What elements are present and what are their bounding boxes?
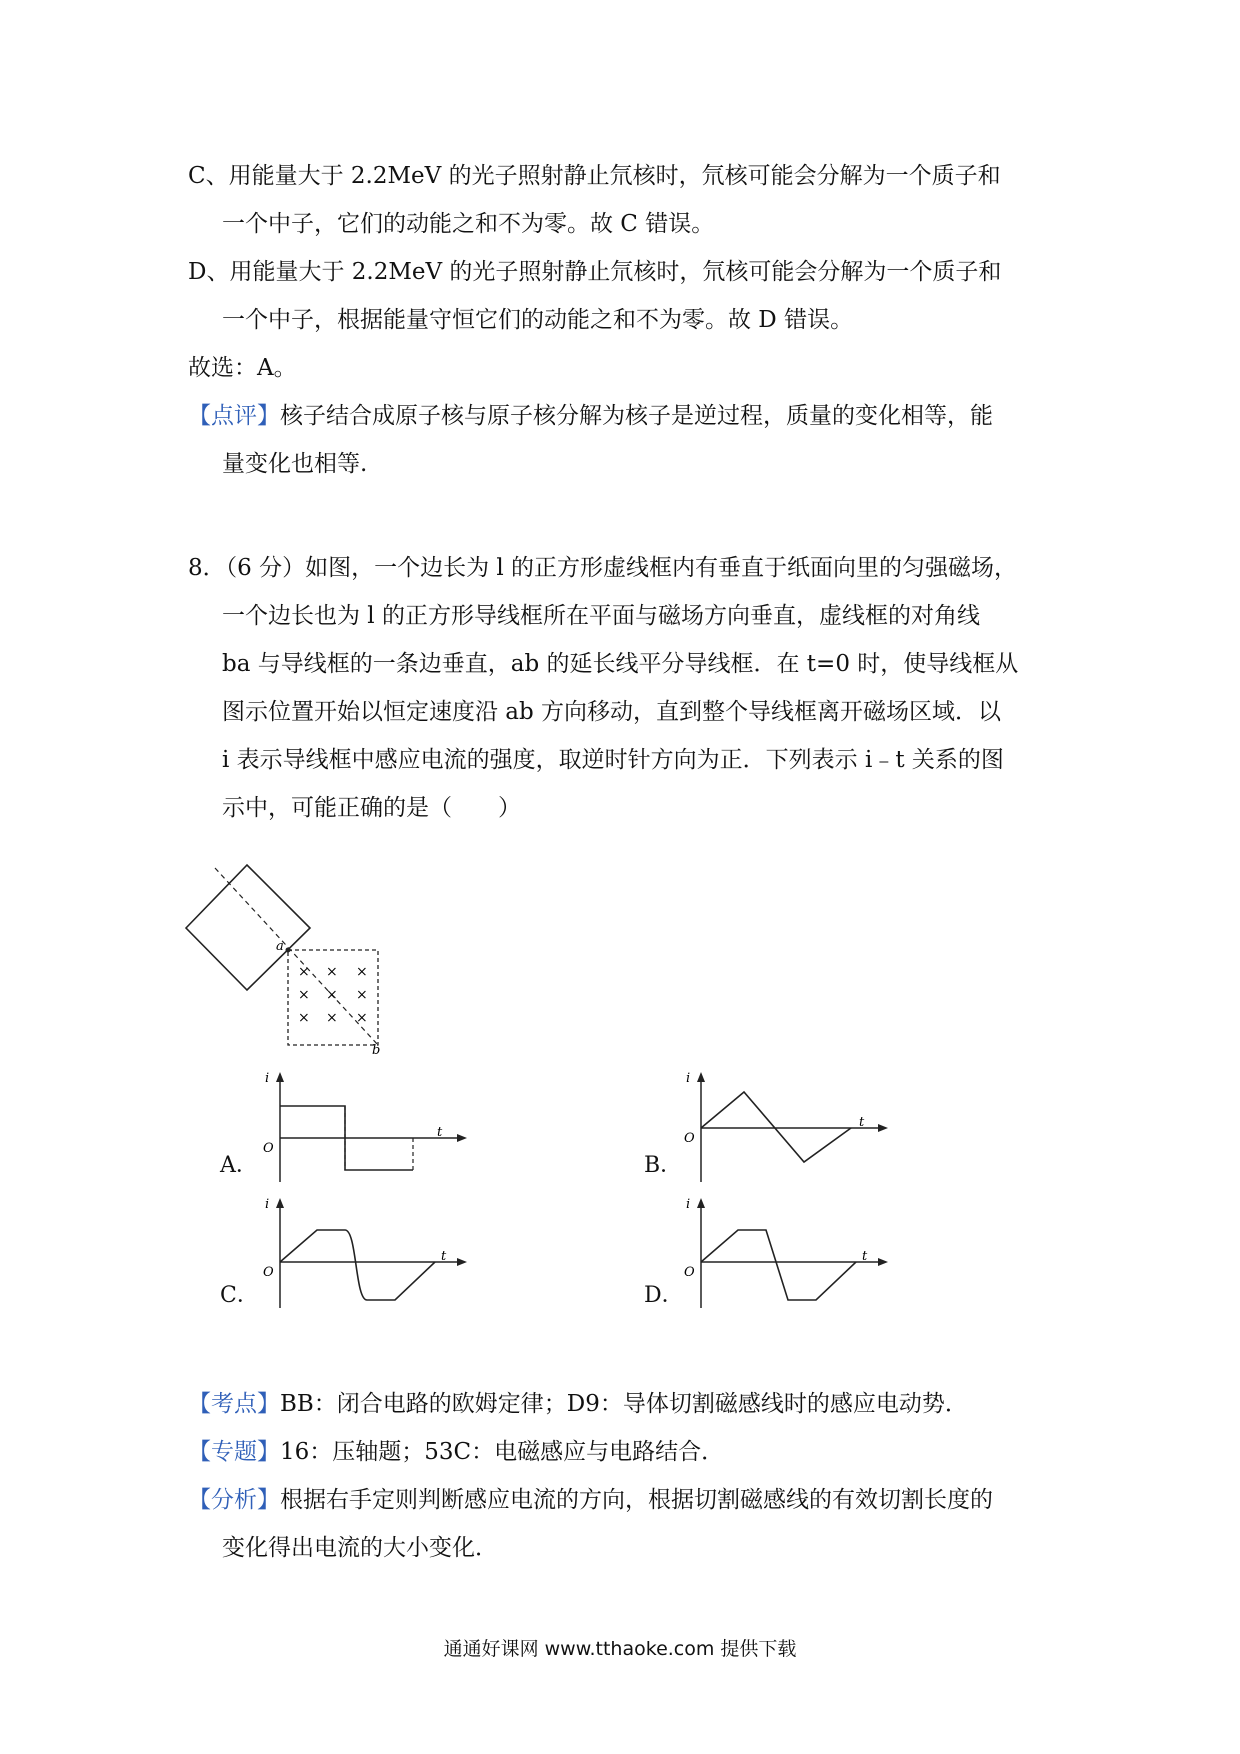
t-axis-arrow	[878, 1124, 888, 1132]
origin-label: O	[263, 1265, 274, 1280]
field-x-symbol: ×	[326, 1010, 338, 1026]
t-axis-label: t	[437, 1125, 443, 1140]
comment-text: 核子结合成原子核与原子核分解为核子是逆过程，质量的变化相等，能	[280, 403, 993, 429]
topic-text: 16：压轴题；53C：电磁感应与电路结合．	[280, 1439, 725, 1465]
option-a-graph	[255, 1070, 475, 1185]
option-d-label[interactable]: D．	[644, 1283, 684, 1308]
question-line5: i 表示导线框中感应电流的强度，取逆时针方向为正．下列表示 i﹣t 关系的图	[222, 747, 1004, 773]
page-footer[interactable]: 通通好课网 www.tthaoke.com 提供下载	[443, 1638, 797, 1660]
field-x-symbol: ×	[356, 964, 368, 980]
analysis-tag: 【分析】	[188, 1487, 280, 1513]
diagonal-line	[215, 868, 378, 1045]
option-c-label[interactable]: C．	[220, 1283, 259, 1308]
option-a-label[interactable]: A．	[220, 1153, 258, 1178]
option-d-explanation-line1: D、用能量大于 2.2MeV 的光子照射静止氘核时，氘核可能会分解为一个质子和	[188, 259, 1002, 285]
current-curve	[701, 1092, 851, 1162]
comment-tag: 【点评】	[188, 403, 280, 429]
field-x-symbol: ×	[298, 964, 310, 980]
t-axis-arrow	[878, 1258, 888, 1266]
option-b-label[interactable]: B．	[644, 1153, 683, 1178]
current-curve	[280, 1230, 435, 1300]
comment-line2: 量变化也相等.	[222, 451, 368, 477]
option-b-graph	[676, 1070, 896, 1185]
topic-line	[188, 1436, 724, 1468]
option-d-graph	[676, 1196, 896, 1311]
field-x-symbol: ×	[326, 964, 338, 980]
field-x-symbol: ×	[298, 1010, 310, 1026]
knowledge-point-tag: 【考点】	[188, 1391, 280, 1417]
question-line1: 8．（6 分）如图，一个边长为 l 的正方形虚线框内有垂直于纸面向里的匀强磁场，	[188, 555, 1018, 581]
analysis-line2: 变化得出电流的大小变化．	[222, 1535, 498, 1561]
origin-label: O	[263, 1141, 274, 1156]
knowledge-point-text: BB：闭合电路的欧姆定律；D9：导体切割磁感线时的感应电动势．	[280, 1391, 968, 1417]
t-axis-arrow	[457, 1258, 467, 1266]
question-line2: 一个边长也为 l 的正方形导线框所在平面与磁场方向垂直，虚线框的对角线	[222, 603, 980, 629]
point-a-dot	[286, 948, 291, 953]
field-x-symbol: ×	[356, 987, 368, 1003]
i-axis-arrow	[276, 1198, 284, 1208]
option-c-graph	[255, 1196, 475, 1311]
i-axis-label: i	[686, 1197, 691, 1212]
t-axis-label: t	[859, 1115, 865, 1130]
option-c-explanation-line2: 一个中子，它们的动能之和不为零。故 C 错误。	[222, 211, 715, 237]
field-x-symbol: ×	[356, 1010, 368, 1026]
i-axis-arrow	[697, 1072, 705, 1082]
point-a-label: a	[276, 939, 284, 954]
comment-line1	[188, 400, 993, 432]
origin-label: O	[684, 1265, 695, 1280]
analysis-text: 根据右手定则判断感应电流的方向，根据切割磁感线的有效切割长度的	[280, 1487, 993, 1513]
i-axis-arrow	[697, 1198, 705, 1208]
option-c-explanation-line1: C、用能量大于 2.2MeV 的光子照射静止氘核时，氘核可能会分解为一个质子和	[188, 163, 1001, 189]
i-axis-label: i	[265, 1071, 270, 1086]
i-axis-arrow	[276, 1072, 284, 1082]
t-axis-label: t	[441, 1249, 447, 1264]
topic-tag: 【专题】	[188, 1439, 280, 1465]
option-d-explanation-line2: 一个中子，根据能量守恒它们的动能之和不为零。故 D 错误。	[222, 307, 854, 333]
question-line6: 示中，可能正确的是（ ）	[222, 795, 521, 821]
field-symbols	[298, 964, 368, 1026]
t-axis-arrow	[457, 1134, 467, 1142]
field-x-symbol: ×	[298, 987, 310, 1003]
question-line4: 图示位置开始以恒定速度沿 ab 方向移动，直到整个导线框离开磁场区域．以	[222, 699, 1002, 725]
question-line3: ba 与导线框的一条边垂直，ab 的延长线平分导线框．在 t=0 时，使导线框从	[222, 651, 1019, 677]
answer-line: 故选：A。	[188, 355, 297, 381]
current-curve	[701, 1230, 856, 1300]
t-axis-label: t	[862, 1249, 868, 1264]
point-b-label: b	[372, 1043, 381, 1055]
knowledge-point-line	[188, 1388, 968, 1420]
analysis-line1	[188, 1484, 993, 1516]
origin-label: O	[684, 1131, 695, 1146]
setup-figure	[180, 860, 400, 1055]
i-axis-label: i	[265, 1197, 270, 1212]
wire-loop	[186, 865, 310, 990]
field-x-symbol: ×	[326, 987, 338, 1003]
i-axis-label: i	[686, 1071, 691, 1086]
